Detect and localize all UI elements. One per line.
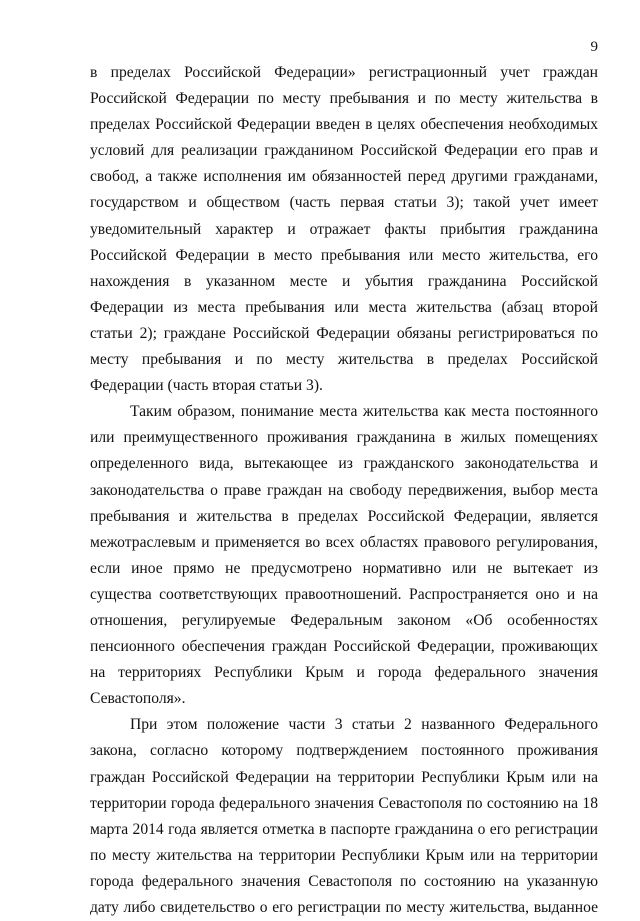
paragraph-federal-law-provision: При этом положение части 3 статьи 2 названного Федерального закона, согласно которому подтверждением постоянного проживания граждан Российской Федерации на территории Республики Крым или на территории города федерального значения Севастополя по состоянию на 18 марта 2014 года является отметка в паспорте гражданина о его регистрации по месту жительства на территории Республики Крым или на территории города федерального значения Севастополя по состоянию на указанную дату либо свидетельство о его регистрации по месту жительства, выданное xyxy=(90,716,598,916)
page-number: 9 xyxy=(590,39,598,55)
paragraph-place-of-residence: Таким образом, понимание места жительства как места постоянного или преимущественного проживания гражданина в жилых помещениях определенного вида, вытекающее из гражданского законодательства и законодательства о праве граждан на свободу передвижения, выбор места пребывания и жительства в пределах Российской Федерации, является межотраслевым и применяется во всех областях правового регулирования, если иное прямо не предусмотрено нормативно или не вытекает из существа соответствующих правоотношений. Распространяется оно и на отношения, регулируемые Федеральным законом «Об особенностях пенсионного обеспечения граждан Российской Федерации, проживающих на территориях Республики Крым и города федерального значения Севастополя». xyxy=(90,403,598,708)
document-body xyxy=(90,60,598,921)
paragraph-registration-law: в пределах Российской Федерации» регистрационный учет граждан Российской Федерации по месту пребывания и по месту жительства в пределах Российской Федерации введен в целях обеспечения необходимых условий для реализации гражданином Российской Федерации его прав и свобод, а также исполнения им обязанностей перед другими гражданами, государством и обществом (часть первая статьи 3); такой учет имеет уведомительный характер и отражает факты прибытия гражданина Российской Федерации в место пребывания или место жительства, его нахождения в указанном месте и убытия гражданина Российской Федерации из места пребывания или места жительства (абзац второй статьи 2); граждане Российской Федерации обязаны регистрироваться по месту пребывания и по месту жительства в пределах Российской Федерации (часть вторая статьи 3). xyxy=(90,64,598,395)
